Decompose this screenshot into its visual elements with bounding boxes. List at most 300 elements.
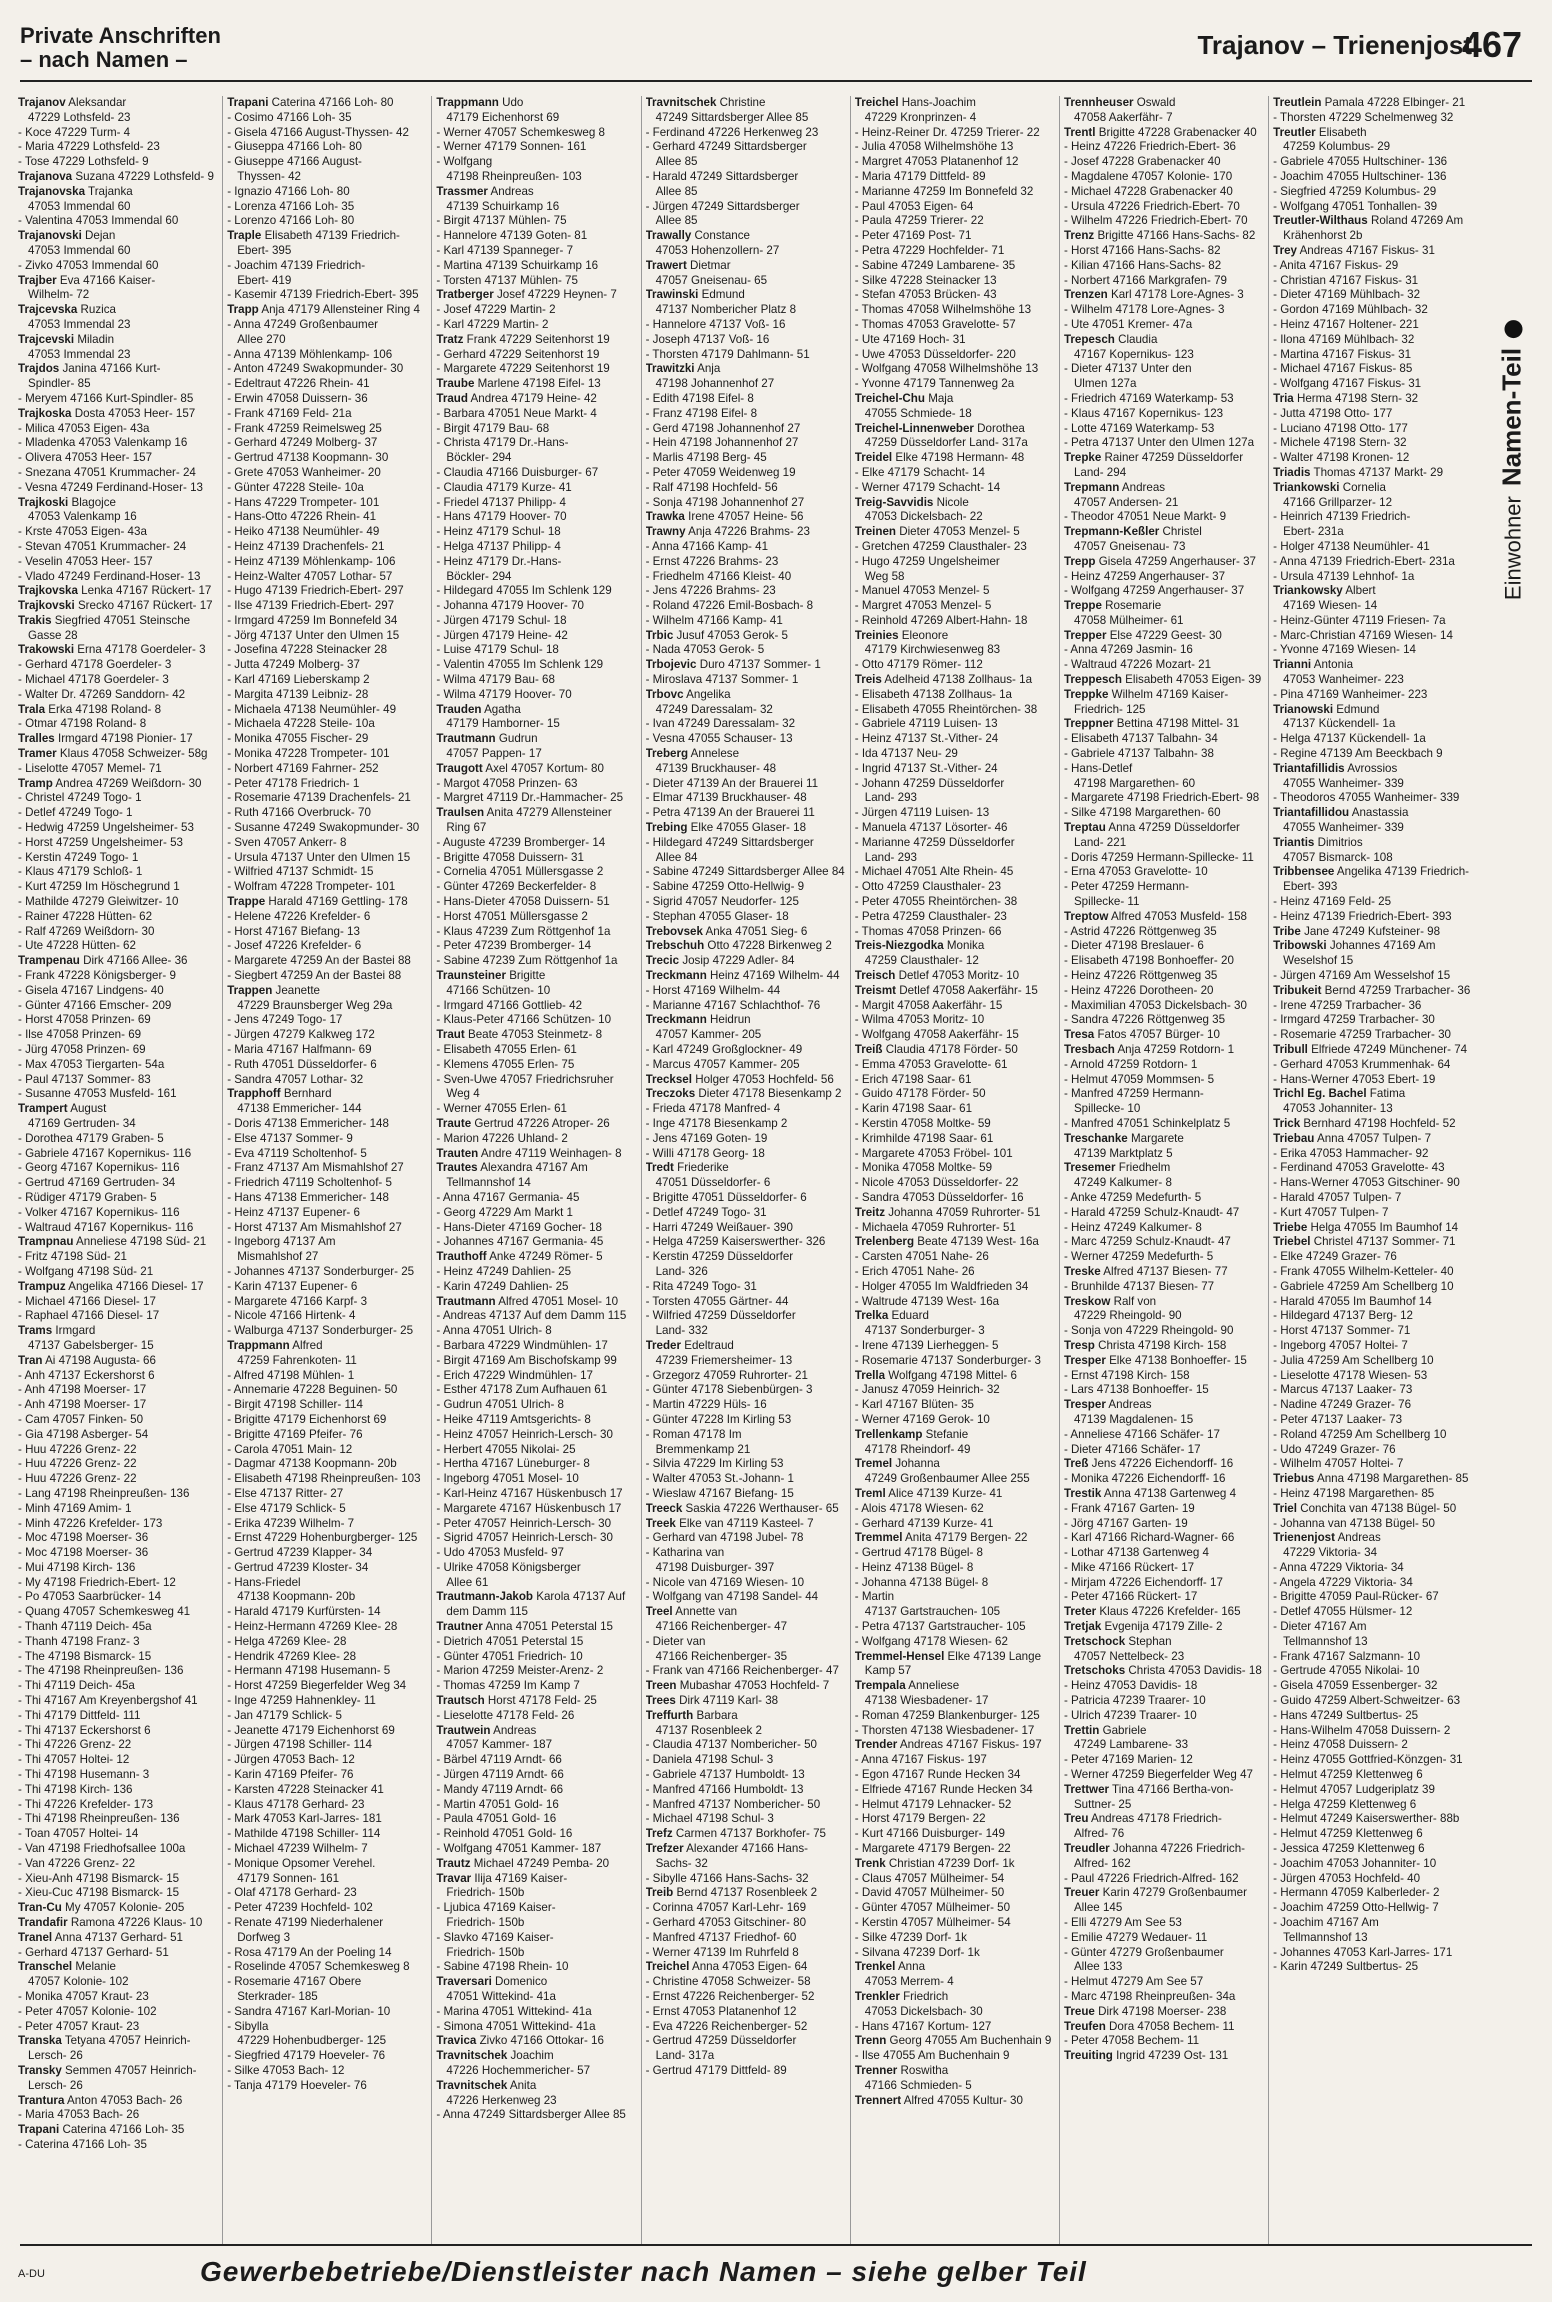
entry-details: Jeanette [272,983,320,997]
entry-details: - Klaus 47239 Zum Röttgenhof 1a [436,924,611,938]
directory-entry [1273,407,1474,422]
entry-details: Annelese [688,747,740,761]
entry-details: - Karl 47166 Richard-Wagner- 66 [1063,1531,1235,1545]
entry-surname: Tran-Cu [18,1901,62,1915]
entry-details: - Margret 47053 Menzel- 5 [854,599,992,613]
entry-details: Marlene 47198 Eifel- 13 [474,377,601,391]
directory-entry [1064,496,1264,511]
directory-entry [227,392,427,407]
entry-details: - Dieter 47139 An der Brauerei 11 [645,776,819,790]
entry-details: - Thorsten 47179 Dahlmann- 51 [645,347,810,361]
directory-entry [855,1457,1055,1472]
entry-details: Stefanie [922,1427,969,1441]
entry-details: Alfred 47055 Kultur- 30 [901,2093,1023,2107]
directory-entry [646,599,846,614]
entry-details: - Roland 47226 Emil-Bosbach- 8 [645,599,814,613]
entry-details: - Annemarie 47228 Beguinen- 50 [227,1383,398,1397]
entry-details: - Willi 47178 Georg- 18 [645,1146,765,1160]
directory-entry [855,1354,1055,1369]
entry-details: - Silvana 47239 Dorf- 1k [854,1945,980,1959]
directory-entry [436,377,636,392]
entry-details: Thomas 47137 Markt- 29 [1310,465,1444,479]
entry-details: Ebert- 419 [237,273,292,287]
directory-entry [18,436,218,451]
entry-details: Stephan [1125,1634,1172,1648]
directory-entry [18,1990,218,2005]
directory-entry [227,1857,427,1872]
entry-details: Friedrich- 150b [446,1945,525,1959]
entry-details: Bettina 47198 Mittel- 31 [1113,717,1240,731]
directory-entry [855,303,1055,318]
entry-details: - Thanh 47119 Deich- 45a [18,1620,152,1634]
entry-details: Anna 47259 Düsseldorfer [1105,821,1240,835]
entry-details: Anja 47259 Rotdorn- 1 [1114,1043,1235,1056]
directory-entry [1273,1827,1474,1842]
entry-details: - Gerhard 47249 Molberg- 37 [227,436,378,450]
directory-entry [855,1694,1055,1709]
entry-details: 47055 Wanheimer- 339 [1283,776,1404,790]
entry-details: - Gertrud 47179 Dittfeld- 89 [645,2063,787,2077]
entry-surname: Trick [1273,1116,1301,1130]
directory-entry [855,155,1055,170]
directory-entry [855,1738,1055,1753]
entry-details: - Claudia 47166 Duisburger- 67 [436,465,599,479]
entry-details: 47179 Kirchwiesenweg 83 [864,643,1001,657]
directory-entry [18,422,218,437]
directory-entry [855,1679,1055,1694]
directory-entry [1273,259,1474,274]
directory-entry [855,777,1055,792]
entry-details: Dorothea [973,421,1025,435]
entry-details: - Karin 47137 Eupener- 6 [227,1279,358,1293]
entry-surname: Treisch [854,969,896,983]
entry-surname: Treczoks [645,1087,696,1101]
directory-entry [1064,1517,1264,1532]
directory-entry [436,2005,636,2020]
directory-entry [855,939,1055,954]
entry-details: - Heinz-Walter 47057 Lothar- 57 [227,569,393,583]
directory-entry [646,1517,846,1532]
entry-details: - Brigitte 47169 Pfeifer- 76 [227,1427,363,1441]
entry-details: Anita [507,2078,537,2092]
entry-details: - Arnold 47259 Rotdorn- 1 [1063,1057,1198,1071]
entry-details: - Thi 47198 Rheinpreußen- 136 [18,1812,180,1826]
entry-surname: Travnitschek [645,96,717,109]
entry-surname: Trauten [436,1146,479,1160]
entry-details: - Meryem 47166 Kurt-Spindler- 85 [18,391,194,405]
entry-details: 47137 Nombericher Platz 8 [655,303,797,317]
directory-entry [436,126,636,141]
entry-details: Suttner- 25 [1073,1797,1132,1811]
directory-entry [1273,140,1474,155]
directory-entry [1273,274,1474,289]
directory-entry [1064,1413,1264,1428]
directory-entry [227,1147,427,1162]
directory-entry [227,1990,427,2005]
directory-entry [1064,1812,1264,1827]
entry-details: - Michaela 47228 Steile- 10a [227,717,375,731]
directory-entry [436,1783,636,1798]
entry-surname: Trautsch [436,1694,485,1708]
directory-entry [18,969,218,984]
directory-entry [436,2020,636,2035]
entry-surname: Tramp [18,776,53,790]
directory-entry [18,599,218,614]
directory-entry [1273,717,1474,732]
entry-details: - Lothar 47138 Gartenweg 4 [1063,1546,1209,1560]
directory-entry [1064,910,1264,925]
entry-details: - Mladenka 47053 Valenkamp 16 [18,436,188,450]
directory-entry [1273,229,1474,244]
entry-details: - Peter 47057 Kraut- 23 [18,2019,140,2033]
directory-entry [646,1206,846,1221]
directory-entry [855,599,1055,614]
directory-entry [1273,1235,1474,1250]
directory-entry [436,1428,636,1443]
entry-details: - Jörg 47167 Garten- 19 [1063,1516,1188,1530]
directory-entry [646,984,846,999]
directory-entry [1064,747,1264,762]
directory-entry [436,1931,636,1946]
directory-entry [1273,1783,1474,1798]
entry-details: - Katharina van [645,1546,725,1560]
directory-entry [1273,880,1474,895]
entry-surname: Treuiting [1063,2049,1113,2063]
entry-details: - Heinz 47138 Bügel- 8 [854,1560,974,1574]
entry-surname: Trappmann [436,96,499,109]
entry-details: - Anh 47198 Moerser- 17 [18,1383,147,1397]
directory-entry [855,1960,1055,1975]
directory-entry [1064,1191,1264,1206]
entry-details: Wilhelm- 72 [28,288,90,302]
directory-entry [18,999,218,1014]
directory-entry [1064,629,1264,644]
directory-entry [1064,658,1264,673]
entry-details: - Horst 47137 Am Mismahlshof 27 [227,1220,402,1234]
directory-entry [436,1517,636,1532]
entry-details: - Hans 47167 Kortum- 127 [854,2019,992,2033]
directory-entry [1064,865,1264,880]
directory-entry [1064,1664,1264,1679]
directory-entry [1273,1132,1474,1147]
directory-entry [1064,1309,1264,1324]
entry-details: - Xieu-Anh 47198 Bismarck- 15 [18,1871,180,1885]
entry-details: 47057 Andersen- 21 [1073,495,1179,509]
directory-entry [436,2064,636,2079]
entry-details: Thyssen- 42 [237,169,301,183]
directory-entry [436,673,636,688]
entry-details: 47169 Gertruden- 34 [28,1116,136,1130]
directory-entry [646,1886,846,1901]
entry-details: - Martin 47229 Hüls- 16 [645,1398,767,1412]
directory-entry [855,2079,1055,2094]
directory-entry [855,1176,1055,1191]
directory-entry [1273,1812,1474,1827]
directory-entry [1064,1295,1264,1310]
entry-details: Wolfgang 47198 Mittel- 6 [885,1368,1017,1382]
entry-details: - Stephan 47055 Glaser- 18 [645,909,789,923]
entry-details: Krähenhorst 2b [1283,229,1363,243]
directory-entry [1273,1517,1474,1532]
directory-entry [1273,688,1474,703]
directory-entry [436,525,636,540]
directory-entry [855,170,1055,185]
directory-entry [1273,496,1474,511]
directory-entry [227,1502,427,1517]
entry-details: - Emilie 47279 Wedauer- 11 [1063,1930,1208,1944]
entry-details: Anja 47179 Allensteiner Ring 4 [258,303,420,317]
entry-details: - Kurt 47166 Duisburger- 149 [854,1827,1005,1841]
entry-details: - Maria 47167 Halfmann- 69 [227,1043,372,1056]
entry-surname: Triadis [1273,465,1311,479]
directory-entry [855,1827,1055,1842]
entry-surname: Treidel [854,451,893,465]
entry-details: - Heinz 47057 Heinrich-Lersch- 30 [436,1427,613,1441]
directory-entry [855,407,1055,422]
entry-details: - Nicole 47053 Düsseldorfer- 22 [854,1176,1019,1190]
entry-details: - Frank 47055 Wilhelm-Ketteler- 40 [1273,1264,1454,1278]
directory-entry [436,1664,636,1679]
entry-details: - Ignazio 47166 Loh- 80 [227,184,350,198]
directory-entry [855,1561,1055,1576]
entry-details: - Roman 47178 Im [645,1427,742,1441]
entry-details: - Horst 47259 Ungelsheimer- 53 [18,835,183,849]
directory-entry [1064,333,1264,348]
entry-details: - The 47198 Rheinpreußen- 136 [18,1664,184,1678]
entry-details: - Petra 47137 Gartstraucher- 105 [854,1620,1026,1634]
entry-surname: Treskow [1063,1294,1111,1308]
directory-entry [18,244,218,259]
entry-details: - Valentin 47055 Im Schlenk 129 [436,658,604,672]
directory-entry [227,1087,427,1102]
entry-details: 47249 Sittardsberger Allee 85 [655,110,809,124]
entry-details: - Hugo 47139 Friedrich-Ebert- 297 [227,584,404,598]
entry-surname: Triebe [1273,1220,1308,1234]
directory-entry [436,2049,636,2064]
entry-surname: Treuer [1063,1886,1100,1900]
directory-entry [227,481,427,496]
entry-details: - Karl 47139 Spanneger- 7 [436,243,574,257]
directory-entry [855,1028,1055,1043]
directory-entry [227,1043,427,1058]
entry-details: Blagojce [68,495,116,509]
entry-details: Oswald [1133,96,1176,109]
entry-details: - Vesna 47249 Ferdinand-Hoser- 13 [18,480,203,494]
entry-surname: Trautwein [436,1723,491,1737]
directory-entry [227,1383,427,1398]
entry-details: 47137 Gartstrauchen- 105 [864,1605,1001,1619]
directory-entry [646,762,846,777]
directory-entry [855,1339,1055,1354]
entry-details: Alfred 47053 Musfeld- 158 [1108,909,1247,923]
directory-entry [1064,555,1264,570]
directory-entry [646,1428,846,1443]
directory-entry [436,1309,636,1324]
entry-details: - Michael 47167 Fiskus- 85 [1273,362,1413,376]
directory-entry [436,1901,636,1916]
directory-entry [855,525,1055,540]
entry-details: Bremmenkamp 21 [655,1442,751,1456]
directory-entry [436,407,636,422]
entry-surname: Trampenau [18,954,80,968]
directory-entry [436,1147,636,1162]
directory-entry [18,865,218,880]
entry-details: Jens 47226 Eichendorff- 16 [1088,1457,1234,1471]
directory-entry [646,1664,846,1679]
entry-details: - Heinz 47055 Gottfried-Könzgen- 31 [1273,1753,1463,1767]
entry-details: - Erich 47198 Saar- 61 [854,1072,972,1086]
entry-surname: Trenk [854,1856,886,1870]
directory-entry [227,1013,427,1028]
directory-entry [855,1709,1055,1724]
entry-details: - Marianne 47259 Düsseldorfer [854,835,1015,849]
entry-details: - Thomas 47259 Im Kamp 7 [436,1679,580,1693]
directory-entry [436,1191,636,1206]
directory-entry [1064,1132,1264,1147]
entry-details: Evgenija 47179 Zille- 2 [1101,1620,1223,1634]
directory-entry [18,1946,218,1961]
entry-details: - Helga 47259 Kaiserswerther- 326 [645,1235,826,1249]
directory-entry [855,1369,1055,1384]
directory-entry [646,1102,846,1117]
entry-details: - Van 47198 Friedhofsallee 100a [18,1842,186,1856]
directory-entry [1273,362,1474,377]
entry-details: - My 47198 Friedrich-Ebert- 12 [18,1575,176,1589]
directory-entry [227,214,427,229]
directory-entry [436,599,636,614]
entry-details: - Anna 47166 Kamp- 41 [645,539,769,553]
directory-entry [1273,1872,1474,1887]
directory-entry [436,1413,636,1428]
entry-details: - Maximilian 47053 Dickelsbach- 30 [1063,998,1247,1012]
directory-entry [1064,570,1264,585]
entry-details: - Peter 47057 Kolonie- 102 [18,2004,157,2018]
directory-entry [855,377,1055,392]
entry-details: - Detlef 47249 Togo- 1 [18,806,133,820]
directory-entry [227,851,427,866]
entry-details: - Toan 47057 Holtei- 14 [18,1827,139,1841]
entry-details: - Manfred 47051 Schinkelplatz 5 [1063,1116,1231,1130]
directory-entry [855,1664,1055,1679]
entry-details: - Hans-Dieter 47169 Gocher- 18 [436,1220,602,1234]
directory-entry [18,1043,218,1058]
entry-details: - Ute 47228 Hütten- 62 [18,939,136,953]
directory-entry [646,155,846,170]
entry-surname: Treppner [1063,717,1114,731]
directory-entry [18,111,218,126]
entry-details: - Birgit 47137 Mühlen- 75 [436,214,567,228]
entry-details: - Monika 47228 Trompeter- 101 [227,747,390,761]
entry-details: - Ingeborg 47051 Mosel- 10 [436,1472,579,1486]
entry-details: - Jürgen 47249 Sittardsberger [645,199,800,213]
directory-entry [646,1457,846,1472]
entry-details: - Simona 47051 Wittekind- 41a [436,2019,596,2033]
directory-entry [1064,1724,1264,1739]
directory-entry [227,377,427,392]
entry-details: - Luciano 47198 Otto- 177 [1273,421,1408,435]
directory-entry [1273,451,1474,466]
directory-entry [1064,214,1264,229]
directory-entry [1064,451,1264,466]
entry-details: - Friedrich 47119 Scholtenhof- 5 [227,1176,392,1190]
entry-details: - Günter 47178 Siebenbürgen- 3 [645,1383,813,1397]
entry-details: Joachim [507,2049,554,2063]
entry-details: Bernd 47137 Rosenbleek 2 [673,1886,818,1900]
directory-entry [436,1975,636,1990]
directory-entry [1273,1576,1474,1591]
directory-entry [1064,836,1264,851]
entry-details: - Milica 47053 Eigen- 43a [18,421,150,435]
entry-details: Land- 221 [1073,835,1127,849]
directory-entry [436,96,636,111]
entry-details: - Heiko 47138 Neumühler- 49 [227,525,380,539]
entry-details: Anna 47198 Margarethen- 85 [1314,1472,1469,1486]
entry-details: - Helene 47226 Krefelder- 6 [227,909,371,923]
entry-details: - Wilhelm 47178 Lore-Agnes- 3 [1063,303,1225,317]
directory-entry [1064,1975,1264,1990]
entry-details: Else 47229 Geest- 30 [1106,628,1222,642]
entry-details: - Maria 47229 Lothsfeld- 23 [18,140,160,154]
entry-surname: Traube [436,377,475,391]
entry-details: Ralf von [1110,1294,1157,1308]
directory-entry [436,111,636,126]
directory-entry [1064,1650,1264,1665]
entry-details: - Karl 47229 Martin- 2 [436,317,549,331]
entry-surname: Treeck [645,1501,683,1515]
directory-entry [227,1664,427,1679]
directory-entry [227,1161,427,1176]
entry-details: - Michaela 47059 Ruhrorter- 51 [854,1220,1016,1234]
entry-surname: Traversari [436,1975,492,1989]
entry-details: Alexandra 47167 Am [477,1161,588,1175]
directory-entry [18,214,218,229]
directory-entry [646,925,846,940]
entry-surname: Treis-Niezgodka [854,939,944,953]
directory-entry [18,2079,218,2094]
directory-entry [227,954,427,969]
directory-entry [227,1073,427,1088]
header-section-subtitle: – nach Namen – [20,47,188,72]
header-rule [20,80,1532,82]
directory-entry [855,1872,1055,1887]
directory-entry [227,333,427,348]
entry-details: - Elli 47279 Am See 53 [1063,1916,1182,1930]
directory-entry [436,1960,636,1975]
entry-details: - Wolfgang van 47198 Sandel- 44 [645,1590,819,1604]
entry-details: - Heinz 47249 Kalkumer- 8 [1063,1220,1202,1234]
directory-entry [855,658,1055,673]
entry-surname: Trellenkamp [854,1427,923,1441]
entry-details: Anna [895,1960,926,1974]
entry-details: - Ute 47169 Hoch- 31 [854,332,966,346]
entry-details: - Maria 47053 Bach- 26 [18,2108,140,2122]
directory-entry [1064,2034,1264,2049]
entry-details: - Giuseppe 47166 August- [227,155,362,169]
directory-entry [1064,762,1264,777]
directory-entry [855,791,1055,806]
entry-surname: Traut [436,1028,465,1042]
entry-surname: Treichel [854,96,899,109]
directory-entry [18,481,218,496]
entry-surname: Trepmann [1063,480,1120,494]
entry-details: 47057 Bismarck- 108 [1283,850,1393,864]
directory-entry [1064,1280,1264,1295]
entry-details: - Guido 47178 Förder- 50 [854,1087,986,1101]
directory-entry [1273,1590,1474,1605]
entry-details: - Martina 47167 Fiskus- 31 [1273,347,1412,361]
directory-entry [1064,407,1264,422]
directory-entry [646,1443,846,1458]
